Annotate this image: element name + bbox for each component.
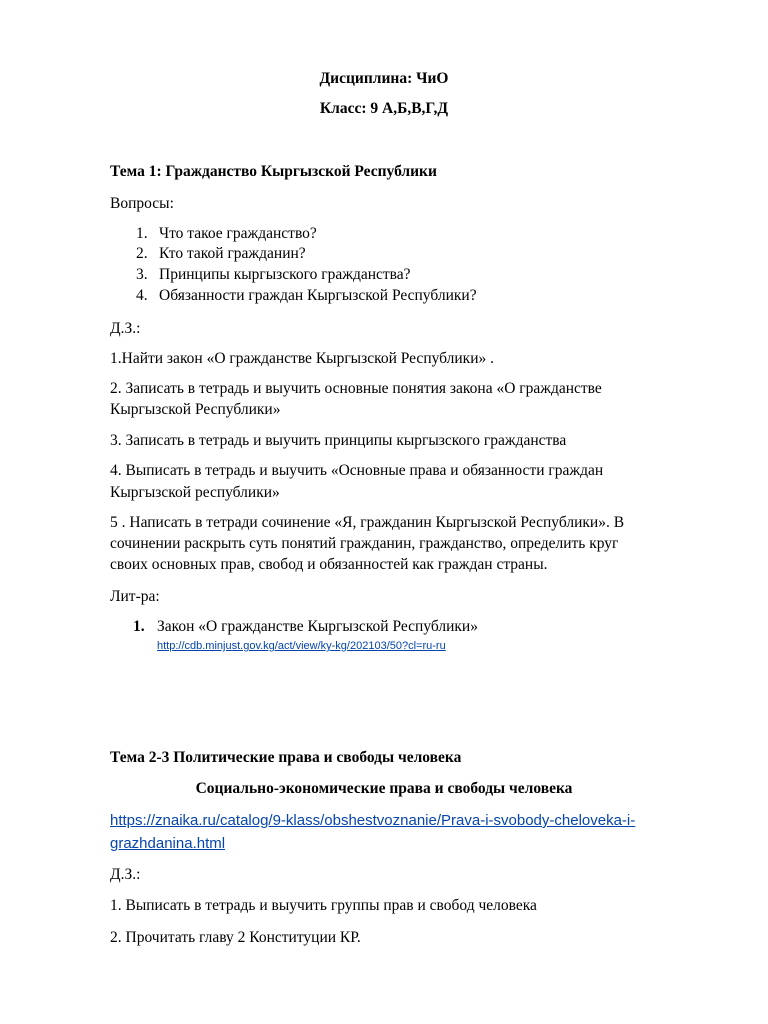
list-item-number: 2. bbox=[136, 245, 148, 262]
homework-item: 1. Выписать в тетрадь и выучить группы прав и свобод человека bbox=[110, 897, 537, 914]
topic1-title: Тема 1: Гражданство Кыргызской Республики bbox=[110, 163, 437, 180]
homework-item: 5 . Написать в тетради сочинение «Я, гражданин Кыргызской Республики». В bbox=[110, 514, 625, 531]
znaika-link-cont[interactable]: grazhdanina.html bbox=[110, 835, 226, 852]
law-link[interactable]: http://cdb.minjust.gov.kg/act/view/ky-kg/202103/50?cl=ru-ru bbox=[157, 640, 446, 652]
literature-label: Лит-ра: bbox=[110, 588, 160, 605]
topic2-subtitle: Социально-экономические права и свободы человека bbox=[195, 780, 573, 797]
homework-item-cont: Кыргызской Республики» bbox=[110, 401, 281, 418]
literature-item-number: 1. bbox=[133, 618, 145, 635]
homework-item: 3. Записать в тетрадь и выучить принципы кыргызского гражданства bbox=[110, 432, 567, 449]
homework-item: 4. Выписать в тетрадь и выучить «Основные права и обязанности граждан bbox=[110, 462, 604, 479]
questions-label: Вопросы: bbox=[110, 195, 174, 212]
list-item-number: 4. bbox=[136, 287, 148, 304]
homework-item-cont: сочинении раскрыть суть понятий гражданин, гражданство, определить круг bbox=[110, 535, 619, 552]
literature-item: Закон «О гражданстве Кыргызской Республики» bbox=[157, 618, 478, 635]
list-item: Кто такой гражданин? bbox=[159, 245, 306, 262]
list-item: Принципы кыргызского гражданства? bbox=[159, 266, 411, 283]
homework-label: Д.З.: bbox=[110, 320, 141, 337]
homework-item-cont: Кыргызской республики» bbox=[110, 484, 280, 501]
znaika-link[interactable]: https://znaika.ru/catalog/9-klass/obshestvoznanie/Prava-i-svobody-cheloveka-i- bbox=[110, 812, 636, 829]
homework-item-cont: своих основных прав, свобод и обязанностей как граждан страны. bbox=[110, 556, 548, 573]
topic2-title: Тема 2-3 Политические права и свободы человека bbox=[110, 749, 462, 766]
list-item: Обязанности граждан Кыргызской Республики? bbox=[159, 287, 477, 304]
class-heading: Класс: 9 А,Б,В,Г,Д bbox=[319, 100, 449, 117]
list-item: Что такое гражданство? bbox=[159, 225, 317, 242]
homework-item: 2. Записать в тетрадь и выучить основные понятия закона «О гражданстве bbox=[110, 380, 602, 397]
homework-item: 2. Прочитать главу 2 Конституции КР. bbox=[110, 929, 361, 946]
list-item-number: 3. bbox=[136, 266, 148, 283]
homework-item: 1.Найти закон «О гражданстве Кыргызской Республики» . bbox=[110, 350, 495, 367]
homework-label: Д.З.: bbox=[110, 866, 141, 883]
discipline-heading: Дисциплина: ЧиО bbox=[319, 70, 449, 87]
list-item-number: 1. bbox=[136, 225, 148, 242]
